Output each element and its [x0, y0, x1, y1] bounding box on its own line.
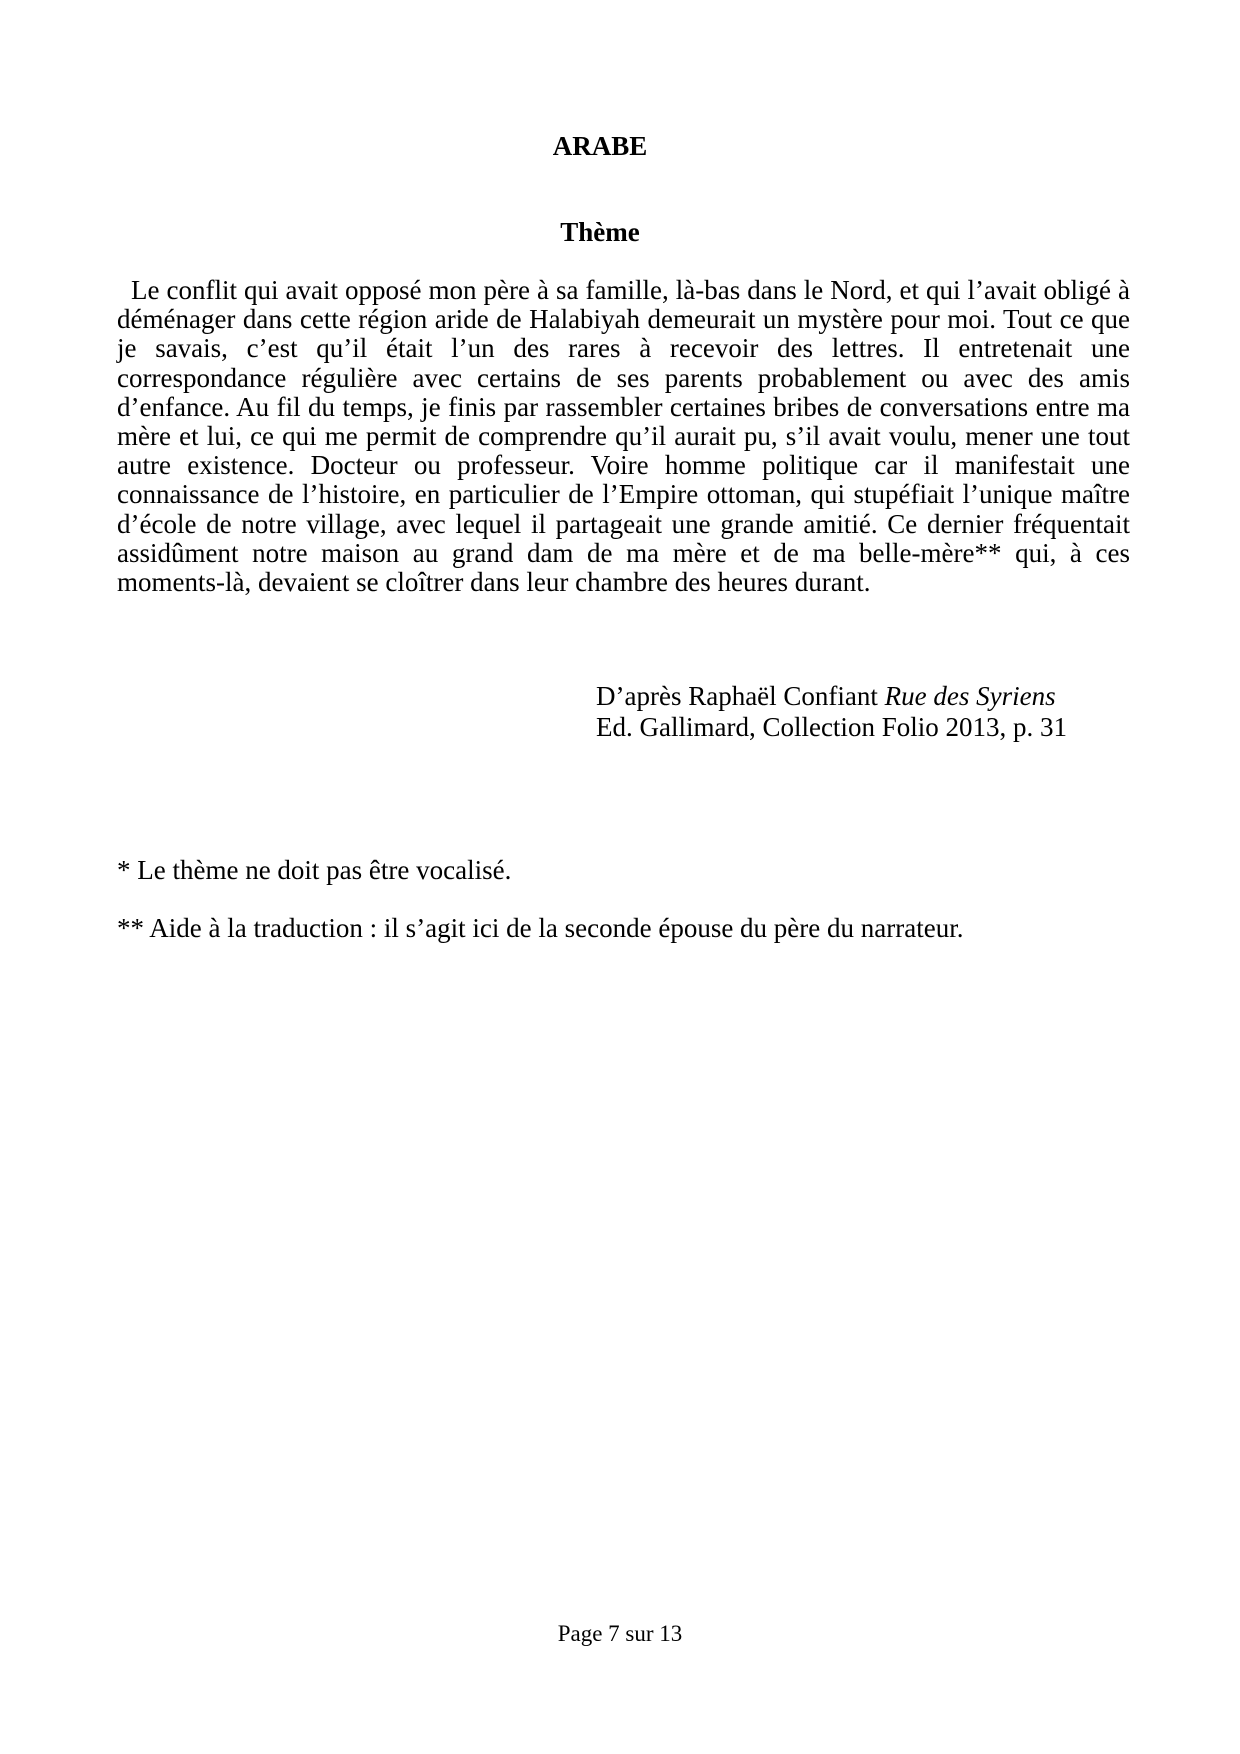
source-passage: Le conflit qui avait opposé mon père à sa famille, là-bas dans le Nord, et qui l’avait obligé à déménager dans cette région aride de Halabiyah demeurait un mystère pour moi. Tout ce que je savais, c’est qu’il était l’un des rares à recevoir des lettres. Il entretenait une correspondance régulière avec certains de ses parents probablement ou avec des amis d’enfance. Au fil du temps, je finis par rassembler certaines bribes de conversations entre ma mère et lui, ce qui me permit de comprendre qu’il aurait pu, s’il avait voulu, mener une tout autre existence. Docteur ou professeur. Voire homme politique car il manifestait une connaissance de l’histoire, en particulier de l’Empire ottoman, qui stupéfiait l’unique maître d’école de notre village, avec lequel il partageait une grande amitié. Ce dernier fréquentait assidûment notre maison au grand dam de ma mère et de ma belle-mère** qui, à ces moments-là, devaient se cloîtrer dans leur chambre des heures durant.: [117, 275, 1130, 598]
citation-book-title: Rue des Syriens: [884, 681, 1056, 711]
citation-author: D’après Raphaël Confiant: [596, 681, 885, 711]
footnote-vocalization: * Le thème ne doit pas être vocalisé.: [117, 855, 512, 885]
page-number: Page 7 sur 13: [557, 1621, 683, 1646]
source-citation: [596, 681, 1156, 743]
section-heading: Thème: [560, 217, 640, 247]
citation-author-line: [596, 681, 1156, 712]
citation-publisher: Ed. Gallimard, Collection Folio 2013, p. 31: [596, 712, 1067, 742]
footnote-translation-help: ** Aide à la traduction : il s’agit ici de la seconde épouse du père du narrateur.: [117, 913, 964, 943]
subject-heading: ARABE: [552, 131, 648, 161]
